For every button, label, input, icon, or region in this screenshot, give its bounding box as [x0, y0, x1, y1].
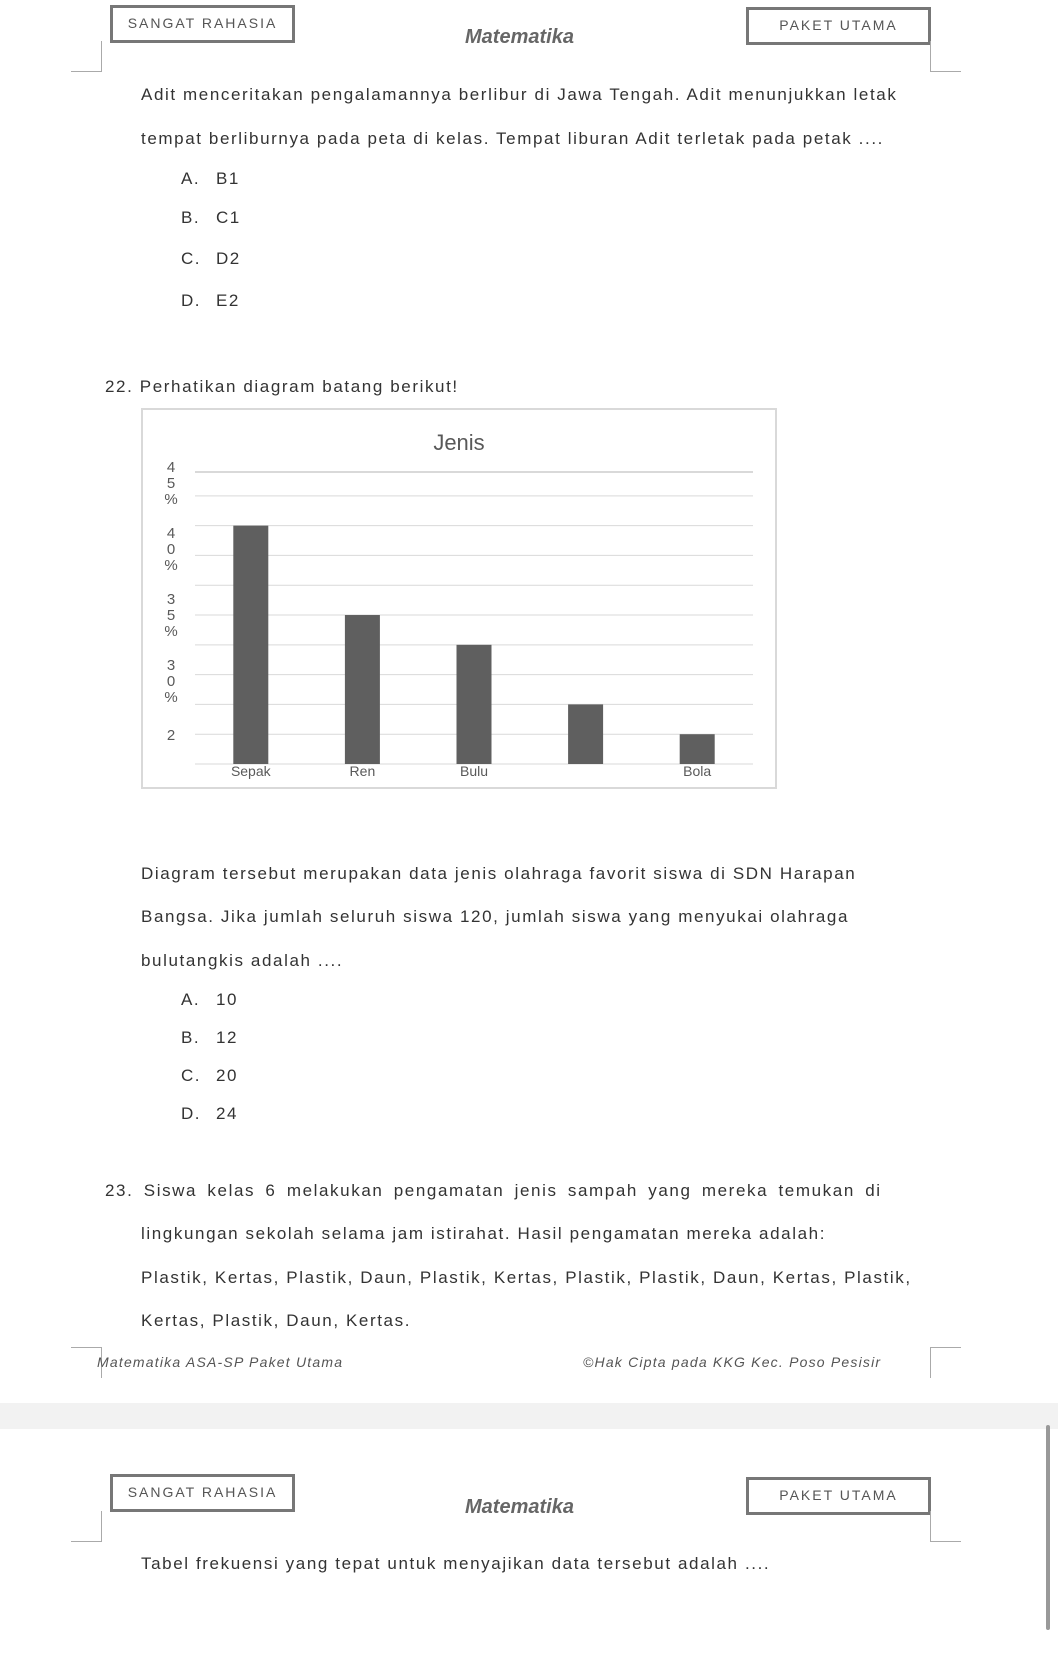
package-label: PAKET UTAMA [746, 7, 931, 45]
option-text: 10 [216, 990, 238, 1009]
q21-line-2: tempat berliburnya pada peta di kelas. Tempat liburan Adit terletak pada petak .... [141, 129, 884, 148]
corner-mark-bottom-right [930, 1347, 961, 1378]
option-text: D2 [216, 249, 241, 268]
option-text: 24 [216, 1104, 238, 1123]
confidential-label: SANGAT RAHASIA [110, 5, 295, 43]
option-letter: B. [181, 1028, 201, 1047]
option-text: 12 [216, 1028, 238, 1047]
option-letter: A. [181, 990, 201, 1009]
option-letter: C. [181, 249, 201, 268]
x-tick-label: Bulu [459, 763, 489, 779]
page-2 [0, 1429, 1058, 1670]
option-text: E2 [216, 291, 240, 310]
x-tick-label: Ren [349, 763, 376, 779]
y-tick-label: 4 5 % [164, 459, 178, 508]
bar [345, 615, 380, 764]
option-text: C1 [216, 208, 241, 227]
x-tick-label: Sepak [230, 763, 271, 779]
q21-line-1: Adit menceritakan pengalamannya berlibur di Jawa Tengah. Adit menunjukkan letak [141, 85, 898, 104]
page-separator [0, 1403, 1058, 1429]
option-letter: A. [181, 169, 201, 188]
confidential-label: SANGAT RAHASIA [110, 1474, 295, 1512]
bar-chart [141, 408, 777, 789]
bar [233, 526, 268, 764]
page2-line-1: Tabel frekuensi yang tepat untuk menyajikan data tersebut adalah .... [141, 1554, 771, 1573]
option-letter: C. [181, 1066, 201, 1085]
q22-line-1: Diagram tersebut merupakan data jenis olahraga favorit siswa di SDN Harapan [141, 864, 857, 883]
corner-mark-top-left [71, 41, 102, 72]
subject-title: Matematika [465, 26, 574, 48]
footer-right: ©Hak Cipta pada KKG Kec. Poso Pesisir [583, 1354, 882, 1370]
bar [457, 645, 492, 764]
option-letter: B. [181, 208, 201, 227]
y-tick-label: 4 0 % [164, 525, 178, 574]
y-tick-label: 3 0 % [164, 657, 178, 706]
q23-line-1: 23. Siswa kelas 6 melakukan pengamatan jenis sampah yang mereka temukan di [105, 1181, 882, 1200]
q23-line-2: lingkungan sekolah selama jam istirahat. Hasil pengamatan mereka adalah: [141, 1224, 827, 1243]
bar [568, 704, 603, 764]
corner-mark-top-right [930, 41, 961, 72]
option-letter: D. [181, 1104, 201, 1123]
q22-prompt: 22. Perhatikan diagram batang berikut! [105, 377, 459, 396]
option-text: B1 [216, 169, 240, 188]
bar-chart-svg [143, 410, 775, 787]
vertical-scrollbar-thumb[interactable] [1046, 1425, 1050, 1630]
y-tick-label: 2 [166, 727, 176, 744]
x-tick-label: Bola [683, 763, 712, 779]
corner-mark-top-right [930, 1511, 961, 1542]
bar [680, 734, 715, 764]
q23-line-4: Kertas, Plastik, Daun, Kertas. [141, 1311, 412, 1330]
package-label: PAKET UTAMA [746, 1477, 931, 1515]
q22-line-2: Bangsa. Jika jumlah seluruh siswa 120, jumlah siswa yang menyukai olahraga [141, 907, 850, 926]
q22-line-3: bulutangkis adalah .... [141, 951, 344, 970]
subject-title: Matematika [465, 1496, 574, 1518]
option-letter: D. [181, 291, 201, 310]
q23-line-3: Plastik, Kertas, Plastik, Daun, Plastik, Kertas, Plastik, Plastik, Daun, Kertas, Plastik, [141, 1268, 912, 1287]
chart-title: Jenis [433, 430, 485, 455]
footer-left: Matematika ASA-SP Paket Utama [97, 1354, 344, 1370]
option-text: 20 [216, 1066, 238, 1085]
y-tick-label: 3 5 % [164, 591, 178, 640]
corner-mark-top-left [71, 1511, 102, 1542]
